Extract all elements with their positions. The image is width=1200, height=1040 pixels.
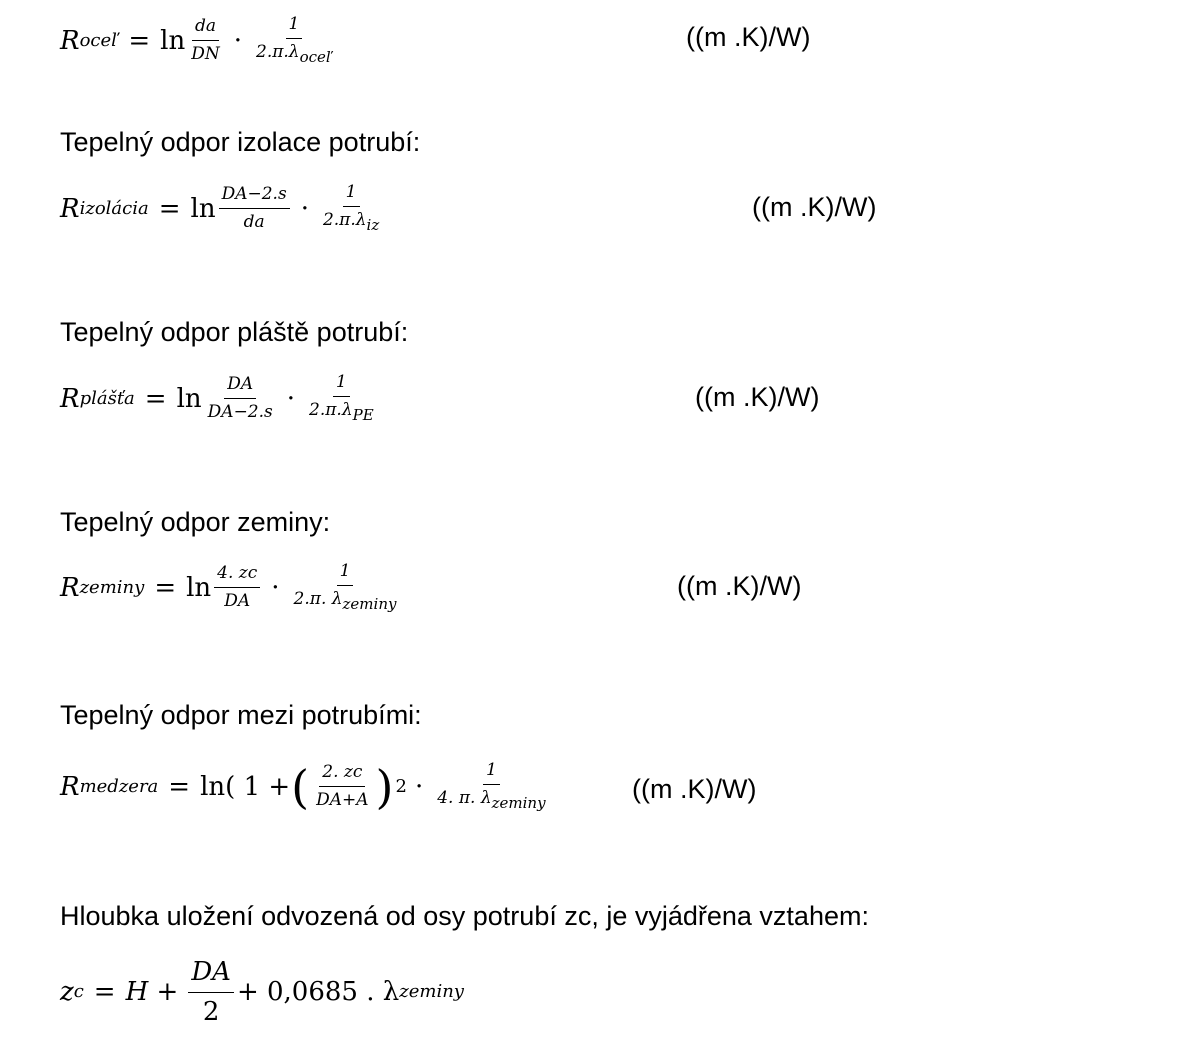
r-subscript: izolácia: [79, 197, 149, 219]
coefficient-fraction: $\frac{1}{\text{2.π.λPE}}$: [309, 372, 374, 425]
equation-jacket-resistance: R plášťa = ln $\frac{DA}{DA-2.s}$ · $\frac{1}{\text{2.π.λPE}}$: [60, 372, 380, 425]
unit-label: ((m .K)/W): [686, 22, 811, 52]
ln-operator: ln: [160, 25, 186, 56]
section-heading-between-pipes: Tepelný odpor mezi potrubími:: [60, 700, 422, 730]
exponent: 2: [395, 775, 407, 797]
r-subscript: zeminy: [79, 576, 145, 598]
ln-operator: ln: [190, 193, 216, 224]
unit-label: ((m .K)/W): [752, 192, 877, 222]
r-subscript: medzera: [79, 775, 159, 797]
depth-fraction: $\frac{DA}{2}$: [188, 956, 234, 1028]
coefficient-fraction: $\frac{1}{\text{2.π.λiz}}$: [322, 182, 380, 235]
log-fraction: $\frac{DA}{DA-2.s}$: [207, 373, 273, 422]
coefficient-fraction: $\frac{1}{\text{2.π. λzeminy}}$: [293, 561, 397, 614]
unit-label: ((m .K)/W): [677, 571, 802, 601]
log-fraction: $\frac{4. zc}{DA}$: [214, 563, 260, 613]
coefficient-fraction: $\frac{1}{\text{2.π.λoceľ}}$: [256, 14, 332, 67]
unit-label: ((m .K)/W): [632, 774, 757, 804]
ln-operator: ln( 1 +: [200, 771, 291, 802]
equation-gap-resistance: R medzera = ln( 1 + ( $\frac{2. zc}{DA+A}$ ) 2 · $\frac{1}{\text{4. π. λzeminy}}$: [60, 760, 552, 813]
equation-steel-resistance: R oceľ = ln $\frac{da}{DN}$ · $\frac{1}{\text{2.π.λoceľ}}$: [60, 14, 338, 67]
equation-depth: z c = H + $\frac{DA}{2}$ + 0,0685 . λ zeminy: [60, 957, 464, 1027]
section-heading-depth: Hloubka uložení odvozená od osy potrubí zc, je vyjádřena vztahem:: [60, 901, 869, 931]
r-subscript: oceľ: [79, 29, 119, 51]
right-paren: ): [375, 759, 394, 814]
section-heading-jacket: Tepelný odpor pláště potrubí:: [60, 317, 409, 347]
ln-operator: ln: [176, 383, 202, 414]
left-paren: (: [291, 759, 310, 814]
unit-label: ((m .K)/W): [695, 382, 820, 412]
section-heading-soil: Tepelný odpor zeminy:: [60, 507, 331, 537]
inner-fraction: $\frac{2. zc}{DA+A}$: [316, 761, 369, 810]
coefficient-fraction: $\frac{1}{\text{4. π. λzeminy}}$: [437, 760, 546, 813]
ln-operator: ln: [186, 572, 212, 603]
log-fraction: $\frac{da}{DN}$: [191, 15, 220, 64]
equation-insulation-resistance: R izolácia = ln $\frac{DA-2.s}{da}$ · $\frac{1}{\text{2.π.λiz}}$: [60, 182, 385, 235]
section-heading-insulation: Tepelný odpor izolace potrubí:: [60, 127, 421, 157]
equation-soil-resistance: R zeminy = ln $\frac{4. zc}{DA}$ · $\frac{1}{\text{2.π. λzeminy}}$: [60, 561, 402, 614]
r-subscript: plášťa: [79, 387, 135, 409]
log-fraction: $\frac{DA-2.s}{da}$: [219, 184, 290, 234]
